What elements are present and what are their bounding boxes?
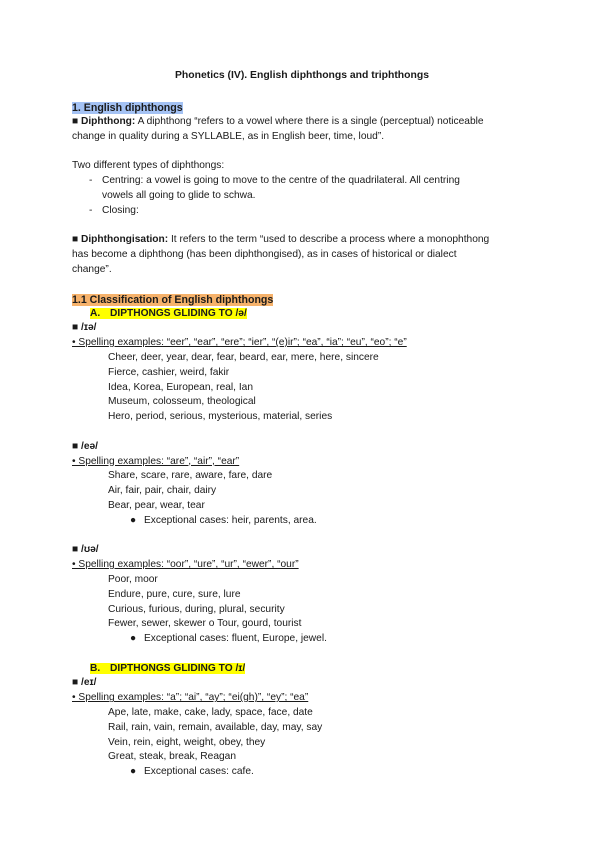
closing-text: Closing:	[102, 204, 139, 216]
subsection-letter: B.	[90, 662, 101, 674]
example-line: Ape, late, make, cake, lady, space, face, date	[108, 707, 313, 719]
list-item-centring	[72, 174, 532, 189]
example-line: Share, scare, rare, aware, fare, dare	[108, 470, 273, 482]
heading-highlight: 1.1 Classification of English diphthongs	[72, 293, 274, 306]
diphthong-term: ■ Diphthong:	[72, 116, 136, 127]
types-intro: Two different types of diphthongs:	[72, 160, 225, 172]
exception-text: Exceptional cases: heir, parents, area.	[144, 514, 317, 526]
spelling-examples-ia: • Spelling examples: “eer”, “ear”, “ere”; “ier”, “(e)ir”; “ea”, “ia”; “eu”, “eo”; “e”	[72, 337, 407, 349]
subsection-title: DIPTHONGS GLIDING TO /ə/	[110, 307, 247, 319]
example-line: Fewer, sewer, skewer o Tour, gourd, tourist	[108, 618, 302, 630]
centring-line1: Centring: a vowel is going to move to the centre of the quadrilateral. All centring	[102, 175, 460, 187]
subsection-heading-b	[72, 662, 532, 677]
subsection-title: DIPTHONGS GLIDING TO /ɪ/	[110, 662, 246, 674]
document-page	[72, 70, 532, 780]
exception-item-ea	[72, 514, 532, 529]
dash-marker: -	[89, 175, 93, 187]
phoneme-label-ua: ■ /ʊə/	[72, 544, 99, 556]
diphthongisation-def-line2: has become a diphthong (has been diphthongised), as in cases of historical or dialect	[72, 249, 457, 261]
diphthongisation-def-line1: It refers to the term “used to describe a process where a monophthong	[168, 234, 490, 246]
example-line: Museum, colosseum, theological	[108, 396, 256, 408]
spelling-examples-ea: • Spelling examples: “are”, “air”, “ear”	[72, 455, 240, 467]
example-line: Endure, pure, cure, sure, lure	[108, 588, 241, 600]
example-line: Fierce, cashier, weird, fakir	[108, 366, 230, 378]
centring-line2-text: vowels all going to glide to schwa.	[102, 189, 256, 201]
spelling-examples-ei: • Spelling examples: “a”; “ai”, “ay”; “ei(gh)”, “ey”; “ea”	[72, 692, 309, 704]
example-line: Curious, furious, during, plural, security	[108, 603, 285, 615]
subsection-highlight	[90, 663, 245, 674]
subsection-heading-a	[72, 307, 532, 322]
example-line: Idea, Korea, European, real, Ian	[108, 381, 253, 393]
example-line: Cheer, deer, year, dear, fear, beard, ear, mere, here, sincere	[108, 351, 379, 363]
bullet-dot: ●	[130, 514, 137, 526]
exception-text: Exceptional cases: fluent, Europe, jewel.	[144, 633, 327, 645]
subsection-highlight	[90, 308, 247, 319]
subsection-letter: A.	[90, 307, 101, 319]
exception-text: Exceptional cases: cafe.	[144, 766, 254, 778]
document-title: Phonetics (IV). English diphthongs and triphthongs	[175, 70, 429, 81]
heading-highlight: 1. English diphthongs	[72, 102, 183, 114]
example-line: Vein, rein, eight, weight, obey, they	[108, 736, 266, 748]
diphthongisation-definition	[72, 233, 532, 248]
centring-line2	[72, 189, 532, 204]
example-line: Bear, pear, wear, tear	[108, 499, 205, 511]
section-heading-classification	[72, 293, 532, 307]
dash-marker: -	[89, 204, 93, 216]
diphthong-definition	[72, 115, 532, 130]
spelling-examples-ua: • Spelling examples: “oor”, “ure”, “ur”, “ewer”, “our”	[72, 559, 299, 571]
section-heading-english-diphthongs	[72, 101, 532, 115]
exception-item-ua	[72, 632, 532, 647]
example-line: Rail, rain, vain, remain, available, day, may, say	[108, 721, 323, 733]
diphthongisation-term: ■ Diphthongisation:	[72, 234, 169, 246]
diphthong-def-line1: A diphthong “refers to a vowel where there is a single (perceptual) noticeable	[135, 116, 484, 127]
bullet-dot: ●	[130, 766, 137, 778]
bullet-dot: ●	[130, 633, 137, 645]
phoneme-label-ia: ■ /ɪə/	[72, 322, 97, 334]
example-line: Poor, moor	[108, 573, 158, 585]
example-line: Hero, period, serious, mysterious, material, series	[108, 411, 333, 423]
example-line: Air, fair, pair, chair, dairy	[108, 485, 217, 497]
example-line: Great, steak, break, Reagan	[108, 751, 236, 763]
phoneme-label-ei: ■ /eɪ/	[72, 677, 97, 689]
phoneme-label-ea: ■ /eə/	[72, 440, 98, 452]
list-item-closing	[72, 204, 532, 219]
diphthong-def-line2: change in quality during a SYLLABLE, as in English beer, time, loud”.	[72, 130, 385, 142]
exception-item-ei	[72, 765, 532, 780]
diphthongisation-def-line3: change”.	[72, 263, 112, 275]
